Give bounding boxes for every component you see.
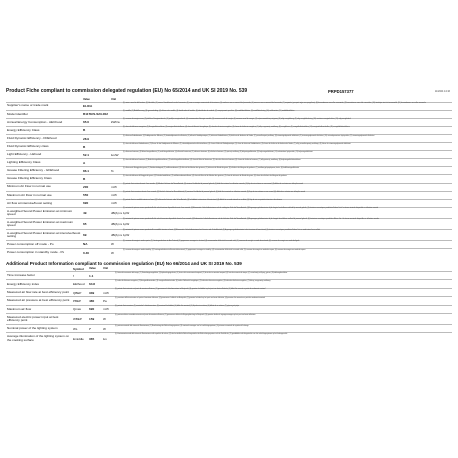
row-translations: (1) classe di efficienza luminosa; (2) Beleuchtungseffizienzklasse; (3) verlichtingsefficiëntieklasse; (4) classe d'efficacité lumineuse; (5) clase de eficiencia luminosa; (6) classe de eficiência luminosa; (7) τάξη φωτεινής απόδοσης; (8) belysningseffektivitetsklasse — [122, 159, 452, 167]
row-value: B117E/S-S23-002 — [82, 110, 110, 118]
row-label: Measured air pressure at best efficiency point — [6, 297, 72, 305]
table-row — [6, 118, 452, 126]
row-translations: (1) consumo di energia annuo; (2) jährlicher Energieverbrauch; (3) jaarlijks energieverbruik; (4) consommation d'énergie annuelle; (5) consumo anual de energía; (6) consumo anual de energia; (7) ετήσια κατανάλωση ενέργειας; (8) årligt energiforbrug; (9) årlig energiförbrukning; (10) vuotuinen energiankulutus; (11) årlig energiforbruk — [122, 118, 452, 126]
row-label: Supplier's name or trade mark — [6, 102, 82, 110]
row-label: Air flow at intensive/boost setting — [6, 199, 82, 207]
row-unit: m³/h — [102, 305, 114, 313]
table-row — [6, 240, 452, 248]
table-row — [6, 248, 452, 256]
row-value: 28.9 — [82, 134, 110, 142]
row-value: 0.40 — [82, 248, 110, 256]
row-translations: (1) illuminamento medio del sistema di illuminazione sulla superficie di cottura; (2) durchschnittliche Beleuchtungsstärke des Beleuchtungssystems auf der Kochfläche; (3) gemiddelde verlichtingssterkte van het verlichtingssysteem op het kookoppervlak — [114, 333, 452, 344]
row-unit — [110, 102, 122, 110]
row-value: 550 — [82, 191, 110, 199]
row-unit: dB(A) re 1pW — [110, 218, 122, 229]
row-translations: (1) efficienza di filtraggio dei grassi; (2) Fettabscheidegrad; (3) vetfilterrendement; (4) efficacité de filtration des graisses; (5) eficiencia de filtrado de grasa; (6) eficiência de filtragem de gorduras; (7) απόδοση φιλτραρίσματος λιπών; (8) fedtfiltreringseffektivitet — [122, 167, 452, 175]
additional-info-section — [6, 260, 452, 344]
row-value: 86.1 — [82, 167, 110, 175]
row-unit: W — [110, 248, 122, 256]
table-row — [6, 218, 452, 229]
row-translations: (1) nome o marchio del fornitore; (2) Hersteller; (3) naam of handelsmerk van de leverancier; (4) nom ou marque commerciale du fournisseur; (5) nombre o marca comercial del proveedor; (6) nome ou marca comercial do fornecedor; (7) ονομασία ή εμπορικό σήμα του προμηθευτή; (8) leverandørens navn eller varemærke; (9) leverantörens namn eller varumärke; (10) toimittajan nimi tai tavaramerkki; (11) leverandørens navn eller varemerke — [122, 102, 452, 110]
unit-column-header: Unit — [103, 267, 109, 271]
row-label: A-weighted Sound Power Emission at intensive/boost setting — [6, 229, 82, 240]
row-value: 52.1 — [82, 151, 110, 159]
row-translations: (1) efficienza luminosa; (2) Beleuchtungseffizienz; (3) verlichtingsefficiëntie; (4) efficacité lumineuse; (5) eficiencia luminosa; (6) eficiência luminosa; (7) φωτεινή απόδοση; (8) belysningseffektivitet; (9) belysningseffektivitet; (10) valaistuksen hyötysuhde; (11) belysningseffektivitet — [122, 151, 452, 159]
title-row — [6, 88, 452, 97]
row-value: 49 — [82, 207, 110, 218]
table-row — [6, 199, 452, 207]
row-translations: (1) emissioni di potenza sonora ponderata A alla velocità minima disponibile durante l'uso normale; (2) A-bewertete Luftschallemissionen auf der niedrigsten Stufe bei Normalbetrieb; (3) A-gewogen geluidsemissies bij de laagste beschikbare snelheid bij normaal gebruik; (4) émissions acoustiques pondérées A dans l'air à la vitesse minimale disponible en utilisation normale — [122, 207, 452, 218]
row-label: Model identifier — [6, 110, 82, 118]
row-value: NA — [82, 240, 110, 248]
row-unit: m³/h — [110, 183, 122, 191]
row-translations: (1) fattore di incremento del tempo; (2) Zeitverlängerungsfaktor; (3) tijdsverlengingsfactor; (4) facteur d'accroissement temporel; (5) factor de incremento temporal; (6) fator de aumento de tempo; (7) συντελεστής αύξησης χρόνου; (8) tidsforøgelsesfaktor — [114, 272, 452, 280]
product-code: PRPD157377 — [328, 89, 354, 94]
fiche-table — [6, 97, 452, 257]
row-unit: W — [110, 240, 122, 248]
row-translations: (1) portata d'aria massima durante l'uso normale; (2) Höchst-Luftstrom bei Normalbetrieb; (3) maximaal luchtdebiet bij normaal gebruik; (4) débit d'air maximal en utilisation normale; (5) flujo de aire máximo en uso normal; (6) débito de ar máximo em utilização normal — [122, 191, 452, 199]
row-label: Grease Filtering Efficiency Class — [6, 175, 82, 183]
row-value: 1.1 — [88, 272, 102, 280]
value-column-header: Value — [89, 267, 96, 271]
row-value: 690 — [88, 305, 102, 313]
table-row — [6, 288, 452, 296]
row-value: A — [82, 159, 110, 167]
row-value: 365 — [88, 333, 102, 344]
table-row — [6, 314, 452, 325]
row-symbol: Emiddle — [72, 333, 88, 344]
row-unit: dB(A) re 1pW — [110, 207, 122, 218]
row-label: Measured electric power input at best efficiency point — [6, 314, 72, 325]
row-label: Average illumination of the lighting system on the cooking surface — [6, 333, 72, 344]
row-value: 65 — [82, 218, 110, 229]
row-translations: (1) pressione dell'aria misurata nel punto di massima efficienza; (2) gemessener Luftdruck im Bestpunkt; (3) gemeten luchtdruk op het punt van beste efficiëntie; (4) pression d'air mesurée au point de rendement maximal — [114, 297, 452, 305]
value-column-header: Value — [83, 97, 90, 101]
table-row — [6, 305, 452, 313]
row-unit: W — [102, 325, 114, 333]
unit-column-header: Unit — [111, 97, 117, 101]
row-translations: (1) portata d'aria in modalità intensiva o boost; (2) Luftstrom bei Intensiv- oder Schnellbetrieb; (3) luchtdebiet in intensieve of boost-stand; (4) débit d'air en mode intensif ou accéléré; (5) flujo de aire en posición intensiva o de refuerzo — [122, 199, 452, 207]
row-label: A-weighted Sound Power Emission at minimum speed — [6, 207, 82, 218]
row-value: B — [82, 143, 110, 151]
table-row — [6, 325, 452, 333]
row-value: ELICA — [82, 102, 110, 110]
row-translations: (1) portata d'aria minima durante l'uso normale; (2) Mindest-Luftstrom bei Normalbetrieb; (3) minimaal luchtdebiet bij normaal gebruik; (4) débit d'air minimal en utilisation normale; (5) flujo de aire mínimo en uso normal; (6) débito de ar mínimo em utilização normal — [122, 183, 452, 191]
row-value: 69 — [82, 229, 110, 240]
row-unit: Pa — [102, 297, 114, 305]
row-unit: m³/h — [110, 199, 122, 207]
table-row — [6, 110, 452, 118]
row-label: A-weighted Sound Power Emission at maximum speed — [6, 218, 82, 229]
row-unit — [110, 134, 122, 142]
row-symbol: f — [72, 272, 88, 280]
row-translations: (1) consumo di energia in modo stand-by; (2) Leistungsaufnahme im Bereitschaftszustand; (3) opgenomen vermogen in stand-by; (4) consommation d'électricité en mode veille; (5) consumo de energía en modo de espera; (6) consumo de energia em modo de espera — [122, 248, 452, 256]
row-unit — [110, 143, 122, 151]
table-row — [6, 151, 452, 159]
row-unit — [110, 126, 122, 134]
table-row — [6, 159, 452, 167]
row-translations: (1) modello; (2) Modellkennung; (3) typeaanduiding; (4) référence du modèle; (5) identificador del modelo; (6) identificador de modelo; (7) αναγνωριστικό μοντέλου; (8) modelidentifikation; (9) modellbeteckning; (10) mallitunniste; (11) modellidentifikator — [122, 110, 452, 118]
table-row — [6, 207, 452, 218]
table-row — [6, 134, 452, 142]
row-value: B — [82, 175, 110, 183]
row-label: Nominal power of the lighting system — [6, 325, 72, 333]
row-label: Time increase factor — [6, 272, 72, 280]
product-fiche — [6, 88, 452, 344]
page-title: Product Fiche compliant to commission delegated regulation (EU) No 65/2014 and UK SI 2019 No. 539 — [6, 88, 248, 94]
row-translations: (1) emissioni di potenza sonora ponderata A in modalità intensiva o boost; (2) A-bewertete Luftschallemissionen bei Intensiv- oder Schnellbetrieb; (3) A-gewogen geluidsemissies in de intensieve of boost-stand; (4) émissions acoustiques pondérées A dans l'air en mode intensif ou accéléré — [122, 229, 452, 240]
row-translations: (1) portata d'aria massima; (2) maximaler Luftvolumenstrom; (3) maximaal luchtdebiet; (4) débit d'air maximal; (5) flujo de aire máximo; (6) débito de ar máximo; (7) μέγιστη ροή αέρα — [114, 305, 452, 313]
table-row — [6, 297, 452, 305]
row-label: Power consumption in standby mode - Ps — [6, 248, 82, 256]
row-value: 7 — [88, 325, 102, 333]
table-row — [6, 191, 452, 199]
row-label: Energy Efficiency index — [6, 280, 72, 288]
row-value: 480 — [88, 297, 102, 305]
table-row — [6, 272, 452, 280]
row-value: 339 — [88, 288, 102, 296]
row-unit — [110, 175, 122, 183]
table-row — [6, 143, 452, 151]
row-unit: m³/h — [102, 288, 114, 296]
row-unit — [102, 280, 114, 288]
table-row — [6, 102, 452, 110]
table-row — [6, 183, 452, 191]
row-unit: kWh/a — [110, 118, 122, 126]
row-translations: (1) classe di efficienza di filtraggio dei grassi; (2) Fettabscheideklasse; (3) vetfilterrendementsklasse; (4) classe d'efficacité de filtration des graisses; (5) clase de eficiencia de filtrado de grasa; (6) classe de eficiência de filtragem de gorduras — [122, 175, 452, 183]
row-label: Fluid Dynamic Efficiency class — [6, 143, 82, 151]
section-title: Additional Product Information compliant to commission regulation (EU) No 66/2014 and UK SI 2019 No. 539 — [6, 260, 242, 266]
symbol-column-header: Symbol — [73, 266, 84, 271]
row-symbol: WBEP — [72, 314, 88, 325]
row-translations: (1) potenza nominale del sistema di illuminazione; (2) Nennleistung des Beleuchtungssystems; (3) nominaal vermogen van het verlichtingssysteem; (4) puissance nominale du système d'éclairage — [114, 325, 452, 333]
row-unit — [110, 110, 122, 118]
row-translations: (1) indice di efficienza energetica; (2) Energieeffizienzindex; (3) energie-efficiëntie-index; (4) indice d'efficacité énergétique; (5) índice de eficiencia energética; (6) índice de eficiência energética; (7) δείκτης ενεργειακής απόδοσης — [114, 280, 452, 288]
row-translations: (1) portata d'aria misurata nel punto di massima efficienza; (2) gemessener Luftvolumenstrom im Bestpunkt; (3) gemeten luchtdebiet op het punt van beste efficiëntie; (4) débit d'air mesuré au point de rendement maximal — [114, 288, 452, 296]
row-label: Measured air flow rate at best efficiency point — [6, 288, 72, 296]
row-symbol: WL — [72, 325, 88, 333]
row-unit: W — [102, 314, 114, 325]
row-unit: m³/h — [110, 191, 122, 199]
row-label: Maximum air flow — [6, 305, 72, 313]
table-row — [6, 126, 452, 134]
row-label: Light Efficiency - LEhood — [6, 151, 82, 159]
row-label: Grease Filtering Efficiency - GFEhood — [6, 167, 82, 175]
row-translations: (1) efficienza fluidodinamica; (2) fluiddynamische Effizienz; (3) vloeistofdynamische efficiëntie; (4) efficacité fluidodynamique; (5) eficiencia fluidodinámica; (6) eficiência de dinâmica de fluidos; (7) ρευστοδυναμική απόδοση; (8) strømningsdynamisk effektivitet; (9) strömningsdynamisk effektivitet; (10) virtausdynaaminen hyötysuhde; (11) strømningsdynamisk effektivitet — [122, 134, 452, 142]
table-row — [6, 229, 452, 240]
row-translations: (1) classe di efficienza energetica; (2) Energieeffizienzklasse; (3) energie-efficiëntieklasse; (4) classe d'efficacité énergétique; (5) clase de eficiencia energética; (6) classe de eficiência energética; (7) τάξη ενεργειακής απόδοσης; (8) energiklasse; (9) energieffektivitetsklass; (10) energiatehokkuusluokka; (11) energieffektivitetsklasse — [122, 126, 452, 134]
row-label: Power consumption off mode - Po — [6, 240, 82, 248]
row-unit — [102, 272, 114, 280]
row-unit: lux — [102, 333, 114, 344]
row-translations: (1) consumo di energia in modo spento; (2) Leistungsaufnahme im Aus-Zustand; (3) opgenomen vermogen in uit-stand; (4) consommation d'électricité en mode arrêt; (5) consumo de energía en modo desactivado; (6) consumo de energia em modo desligado — [122, 240, 452, 248]
row-value: 159 — [88, 314, 102, 325]
row-label: Annual Energy Consumption - AEChood — [6, 118, 82, 126]
row-translations: (1) potenza elettrica assorbita misurata nel punto di massima efficienza; (2) gemessene elektrische Eingangsleistung im Bestpunkt; (3) gemeten elektrisch ingangsvermogen op het punt van beste efficiëntie — [114, 314, 452, 325]
row-translations: (1) classe di efficienza fluidodinamica; (2) Klasse für die fluiddynamische Effizienz; (3) vloeistofdynamische-efficiëntieklasse; (4) classe d'efficacité fluidodynamique; (5) clase de eficiencia fluidodinámica; (6) classe de eficiência de dinâmica de fluidos; (7) τάξη ρευστοδυναμικής απόδοσης; (8) klasse for strømningsdynamisk effektivitet — [122, 143, 452, 151]
row-value: 690 — [82, 199, 110, 207]
row-value: 200 — [82, 183, 110, 191]
row-label: Maximum Air Flow in normal use — [6, 191, 82, 199]
table-row — [6, 280, 452, 288]
row-translations: (1) emissioni di potenza sonora ponderata A alla velocità massima disponibile durante l'uso normale; (2) A-bewertete Luftschallemissionen auf der höchsten Stufe bei Normalbetrieb; (3) A-gewogen geluidsemissies bij de hoogste beschikbare snelheid bij normaal gebruik; (4) émissions acoustiques pondérées A dans l'air à la vitesse maximale disponible en utilisation normale — [122, 218, 452, 229]
row-symbol: EEIhood — [72, 280, 88, 288]
row-unit: dB(A) re 1pW — [110, 229, 122, 240]
additional-info-table — [6, 267, 452, 344]
row-label: Fluid Dynamic Efficiency - FDEhood — [6, 134, 82, 142]
row-unit: % — [110, 167, 122, 175]
row-value: 64.8 — [88, 280, 102, 288]
row-symbol: PBEP — [72, 297, 88, 305]
print-date: 11/2024 14:16 — [434, 89, 450, 93]
row-symbol: QBEP — [72, 288, 88, 296]
row-label: Energy Efficiency Class — [6, 126, 82, 134]
row-unit: lux/W — [110, 151, 122, 159]
row-value: B — [82, 126, 110, 134]
table-row — [6, 333, 452, 344]
row-label: Lighting Efficiency Class — [6, 159, 82, 167]
table-row — [6, 167, 452, 175]
row-unit — [110, 159, 122, 167]
table-row — [6, 175, 452, 183]
row-value: 65.0 — [82, 118, 110, 126]
row-label: Minimum Air Flow in normal use — [6, 183, 82, 191]
row-symbol: Qmax — [72, 305, 88, 313]
